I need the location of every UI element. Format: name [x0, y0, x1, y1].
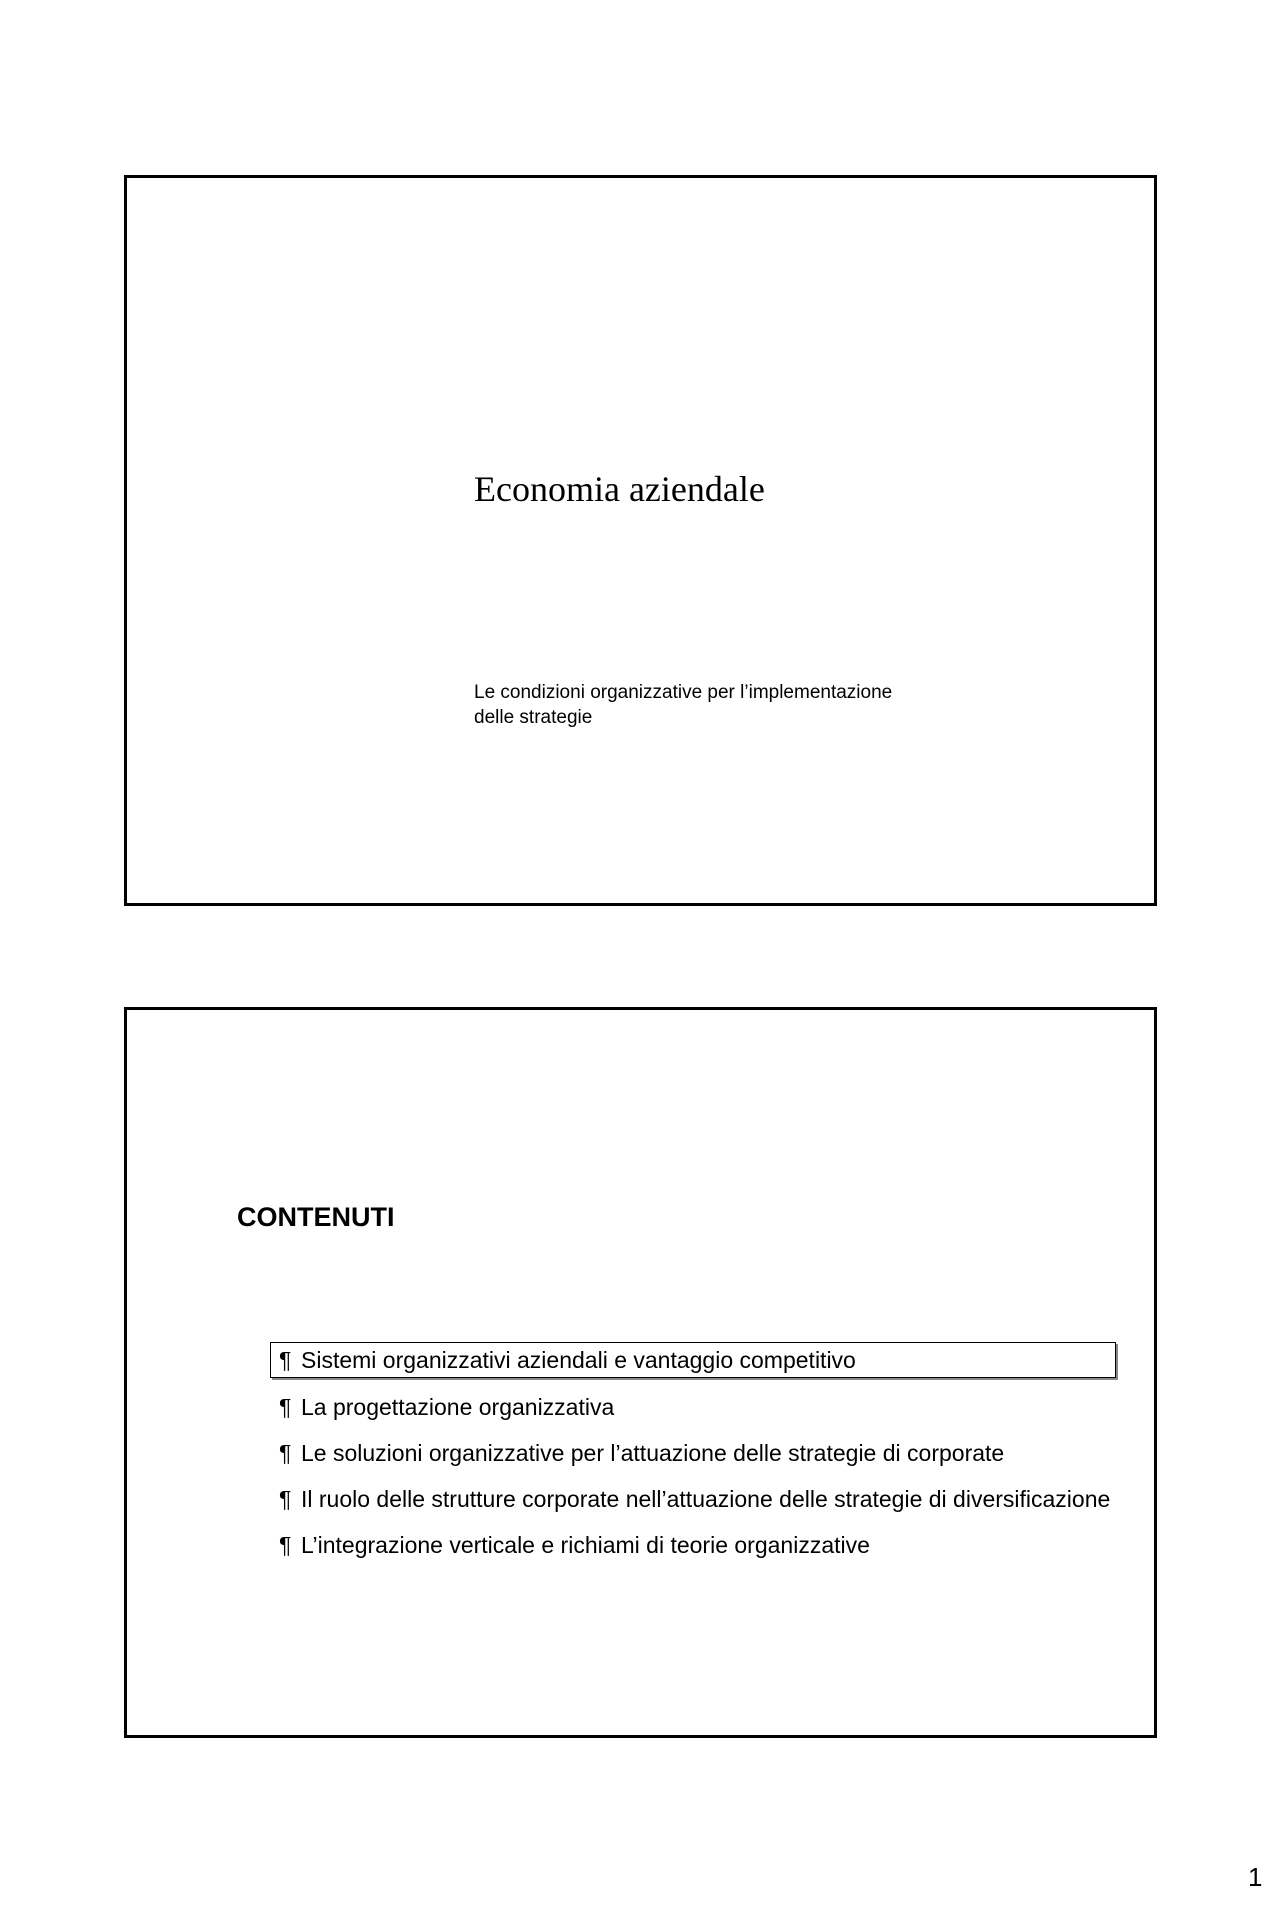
slide-title-heading: Economia aziendale	[474, 469, 765, 509]
pilcrow-bullet-icon: ¶	[279, 1347, 292, 1373]
contents-heading: CONTENUTI	[237, 1202, 395, 1232]
pilcrow-bullet-icon: ¶	[279, 1532, 292, 1558]
contents-item-label: Il ruolo delle strutture corporate nell’attuazione delle strategie di diversificazione	[301, 1486, 1111, 1512]
page-number: 1	[1248, 1862, 1263, 1892]
pilcrow-bullet-icon: ¶	[279, 1440, 292, 1466]
pilcrow-bullet-icon: ¶	[279, 1486, 292, 1512]
slide-contents	[124, 1007, 1157, 1738]
slide-subtitle	[474, 680, 892, 730]
contents-item	[270, 1342, 1116, 1378]
contents-item-label: Sistemi organizzativi aziendali e vantaggio competitivo	[301, 1347, 856, 1373]
contents-item-label: L’integrazione verticale e richiami di teorie organizzative	[301, 1532, 870, 1558]
contents-item	[271, 1436, 1141, 1470]
contents-item	[271, 1390, 1141, 1424]
contents-item	[271, 1528, 1141, 1562]
slide-subtitle-line-1: Le condizioni organizzative per l’implementazione	[474, 682, 893, 703]
slide-title	[124, 175, 1157, 906]
contents-item-label: Le soluzioni organizzative per l’attuazione delle strategie di corporate	[301, 1440, 1005, 1466]
contents-item-label: La progettazione organizzativa	[301, 1394, 615, 1420]
contents-list	[271, 1342, 1141, 1574]
slide-subtitle-line-2: delle strategie	[474, 707, 593, 728]
contents-item	[271, 1482, 1141, 1516]
pilcrow-bullet-icon: ¶	[279, 1394, 292, 1420]
